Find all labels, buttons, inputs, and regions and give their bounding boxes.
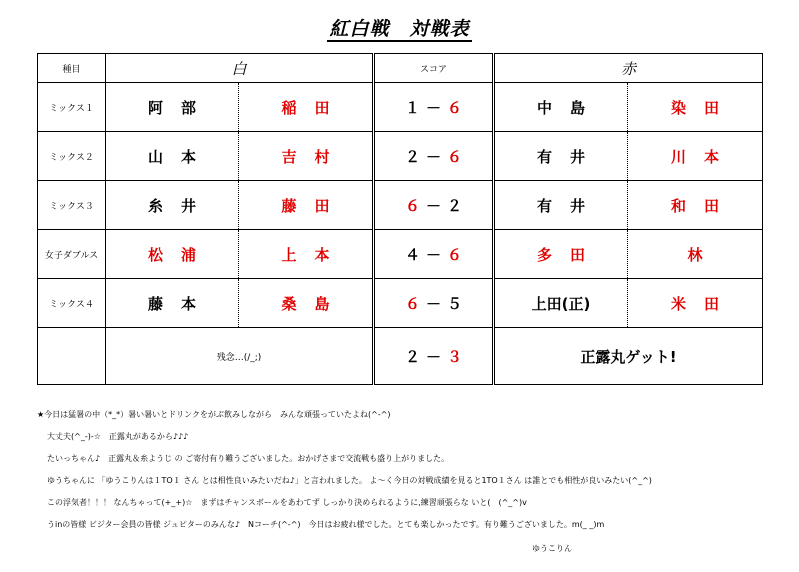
- total-score-dash: －: [426, 347, 448, 366]
- white-player-1: 藤本: [147, 294, 214, 313]
- score-dash: －: [426, 196, 448, 215]
- total-score-white: ２: [404, 347, 426, 366]
- score-dash: －: [426, 147, 448, 166]
- red-player-2: 和田: [671, 196, 738, 215]
- total-row: [38, 328, 763, 385]
- score-red: ２: [447, 196, 463, 215]
- white-player-1: 糸井: [147, 196, 214, 215]
- table-row: [38, 279, 763, 328]
- signature: ゆうこりん: [532, 544, 572, 553]
- white-player-2: 藤田: [281, 196, 348, 215]
- score-white: ６: [404, 196, 426, 215]
- white-player-2: 吉村: [281, 147, 348, 166]
- table-header-row: [38, 54, 763, 83]
- page-title-text: 紅白戦 対戦表: [329, 18, 470, 40]
- note-line: うinの皆様 ビジター会員の皆様 ジュピターのみんな♪ Nコーチ(^-^) 今日はお疲れ様でした。とても楽しかったです。有り難うございました。m(_ _)m: [47, 520, 605, 529]
- event-name: ミックス２: [38, 132, 106, 181]
- white-player-1: 阿部: [147, 98, 214, 117]
- page-title: [0, 14, 799, 41]
- red-player-2: 川本: [671, 147, 738, 166]
- score-white: ６: [404, 294, 426, 313]
- total-score-red: ３: [447, 347, 463, 366]
- score-red: ６: [447, 147, 463, 166]
- red-player-2: 米田: [671, 294, 738, 313]
- note-line: ゆうちゃんに 「ゆうこりんは１TO１ さん とは相性良いみたいだね♪」と言われました。 よ～く今日の対戦成績を見ると1TO１さん は誰とでも相性が良いみたい(^_^): [47, 476, 652, 485]
- score-dash: －: [426, 245, 448, 264]
- score-cell: [374, 181, 494, 230]
- score-white: ４: [404, 245, 426, 264]
- white-player-1: 松浦: [147, 245, 214, 264]
- header-score: スコア: [374, 54, 494, 83]
- table-row: [38, 83, 763, 132]
- red-player-2: 林: [687, 245, 703, 264]
- table-row: [38, 181, 763, 230]
- header-red: 赤: [494, 54, 763, 83]
- score-red: ６: [447, 98, 463, 117]
- event-name: 女子ダブルス: [38, 230, 106, 279]
- white-player-1: 山本: [147, 147, 214, 166]
- score-dash: －: [426, 294, 448, 313]
- white-player-2: 上本: [281, 245, 348, 264]
- note-line: ★今日は猛暑の中（*_*）暑い暑いとドリンクをがぶ飲みしながら みんな頑張っていたよね(^-^): [37, 410, 391, 419]
- red-player-1: 有井: [537, 196, 604, 215]
- red-player-1: 多田: [537, 245, 604, 264]
- score-cell: [374, 83, 494, 132]
- red-player-1: 中島: [537, 98, 604, 117]
- white-player-2: 桑島: [281, 294, 348, 313]
- event-name: ミックス３: [38, 181, 106, 230]
- red-player-1: 上田(正): [531, 294, 591, 313]
- table-row: [38, 132, 763, 181]
- white-player-2: 稲田: [281, 98, 348, 117]
- score-cell: [374, 230, 494, 279]
- note-line: 大丈夫(^_-)-☆ 正露丸があるから♪♪♪: [47, 432, 189, 441]
- total-score-cell: [374, 328, 494, 385]
- total-event-cell: [38, 328, 106, 385]
- score-cell: [374, 132, 494, 181]
- event-name: ミックス１: [38, 83, 106, 132]
- note-line: この浮気者！！！ なんちゃって(+_+)☆ まずはチャンスボールをあわてず しっかり決められるように,練習頑張らな いと( (^_^)v: [47, 498, 527, 507]
- score-red: ５: [447, 294, 463, 313]
- score-cell: [374, 279, 494, 328]
- score-red: ６: [447, 245, 463, 264]
- score-white: ２: [404, 147, 426, 166]
- total-message: 正露丸ゲット!: [494, 328, 763, 385]
- note-line: たいっちゃん♪ 正露丸＆糸ようじ の ご寄付有り難うございました。おかげさまで交流戦も盛り上がりました。: [47, 454, 450, 463]
- header-white: 白: [106, 54, 374, 83]
- header-event: 種目: [38, 54, 106, 83]
- event-name: ミックス４: [38, 279, 106, 328]
- score-white: １: [404, 98, 426, 117]
- total-memo: 残念…(/_;): [106, 328, 374, 385]
- red-player-2: 染田: [671, 98, 738, 117]
- table-row: [38, 230, 763, 279]
- notes: [37, 404, 777, 536]
- match-table: [37, 53, 763, 385]
- red-player-1: 有井: [537, 147, 604, 166]
- score-dash: －: [426, 98, 448, 117]
